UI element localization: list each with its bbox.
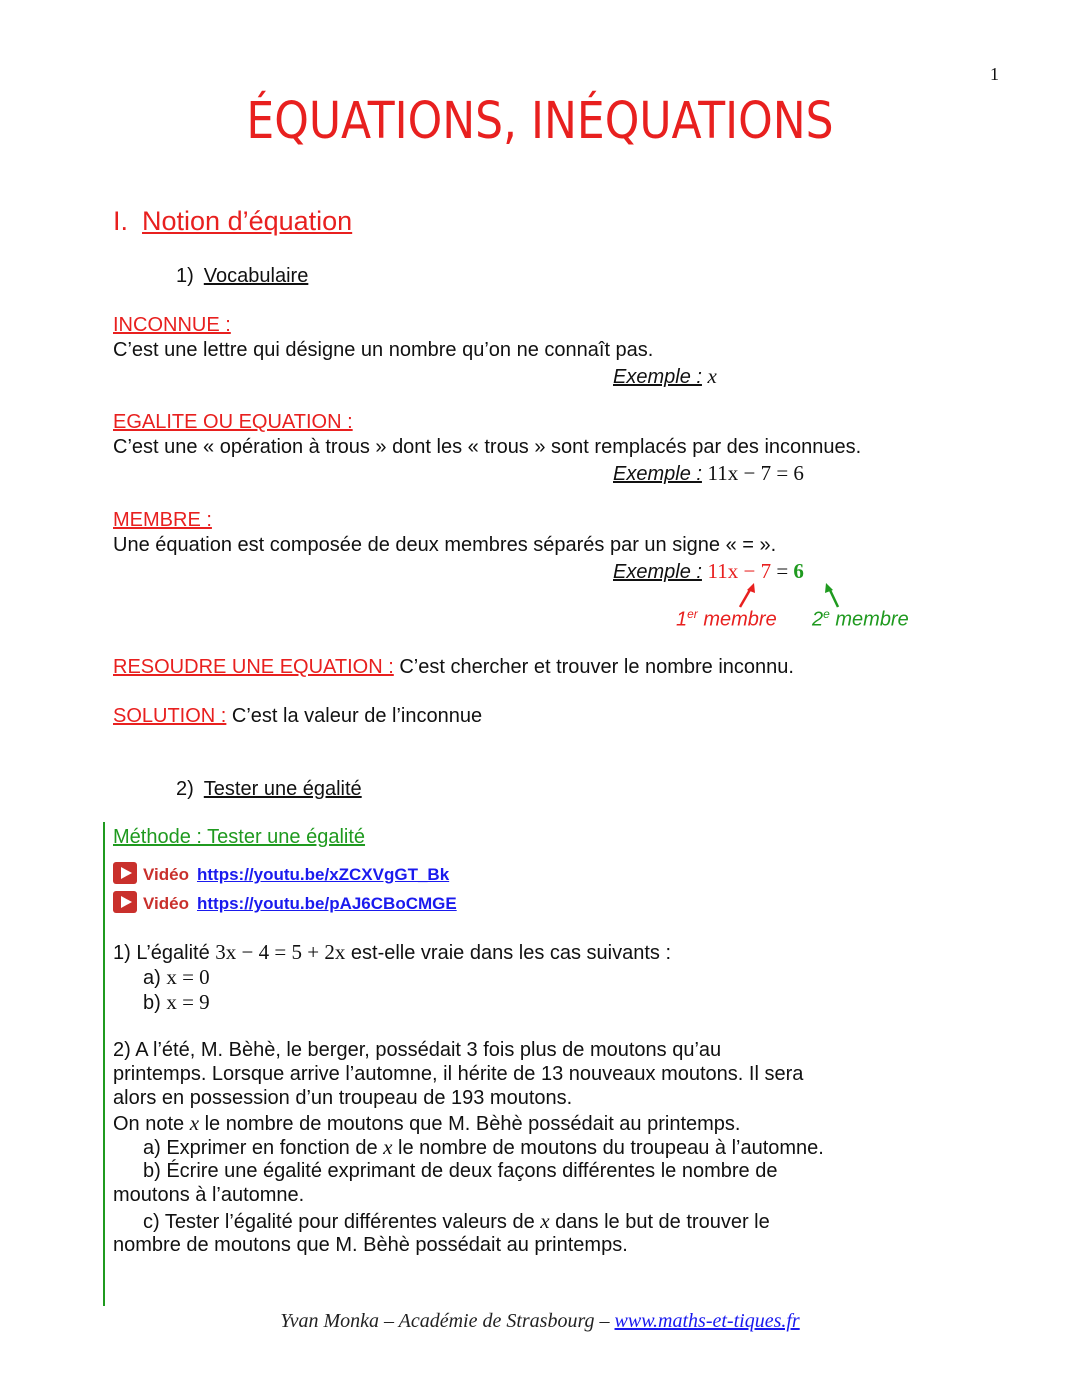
video-link-row: Vidéo https://youtu.be/xZCXVgGT_Bk xyxy=(113,862,449,885)
question-2b: b) Écrire une égalité exprimant de deux façons différentes le nombre de xyxy=(143,1160,778,1182)
subsection-title: Tester une égalité xyxy=(203,778,362,800)
subsection-heading-vocabulaire xyxy=(176,265,308,288)
page-title: ÉQUATIONS, INÉQUATIONS xyxy=(246,92,834,151)
play-icon[interactable] xyxy=(113,862,137,884)
definition-egalite: C’est une « opération à trous » dont les « trous » sont remplacés par des inconnues. xyxy=(113,436,862,458)
term-resoudre: RESOUDRE UNE EQUATION : xyxy=(113,656,394,678)
definition-resoudre: RESOUDRE UNE EQUATION : C’est chercher et trouver le nombre inconnu. xyxy=(113,656,794,678)
question-2-line: On note x le nombre de moutons que M. Bèhè possédait au printemps. xyxy=(113,1111,741,1135)
example-label: Exemple : xyxy=(613,366,702,388)
play-icon[interactable] xyxy=(113,891,137,913)
first-member-label: 1er membre xyxy=(676,607,777,631)
definition-solution: SOLUTION : C’est la valeur de l’inconnue xyxy=(113,705,483,727)
definition-membre: Une équation est composée de deux membres séparés par un signe « = ». xyxy=(113,534,777,556)
example-second-member: 6 xyxy=(793,559,804,583)
member-arrows xyxy=(720,580,850,610)
example-egalite xyxy=(613,461,804,486)
video-link[interactable]: https://youtu.be/pAJ6CBoCMGE xyxy=(196,894,457,913)
example-equals: = xyxy=(771,559,794,583)
method-sidebar-line xyxy=(103,822,105,1306)
footer-link[interactable]: www.maths-et-tiques.fr xyxy=(614,1310,800,1332)
term-inconnue: INCONNUE : xyxy=(113,314,231,336)
footer-text: Yvan Monka – Académie de Strasbourg – xyxy=(280,1310,615,1332)
term-solution: SOLUTION : xyxy=(113,705,227,727)
example-math: 11x − 7 = 6 xyxy=(707,461,804,485)
question-2-line: 2) A l’été, M. Bèhè, le berger, possédait 3 fois plus de moutons qu’au xyxy=(113,1039,722,1061)
question-2-line: alors en possession d’un troupeau de 193 moutons. xyxy=(113,1087,573,1109)
question-1b: b) x = 9 xyxy=(143,990,210,1014)
subsection-title: Vocabulaire xyxy=(203,265,309,287)
subsection-heading-tester xyxy=(176,778,362,801)
term-membre: MEMBRE : xyxy=(113,509,212,531)
question-1a: a) x = 0 xyxy=(143,965,210,989)
example-first-member: 11x − 7 xyxy=(707,559,772,583)
example-math: x xyxy=(707,364,717,388)
page-number: 1 xyxy=(990,64,999,84)
second-member-label: 2e membre xyxy=(812,607,909,631)
video-link-row: Vidéo https://youtu.be/pAJ6CBoCMGE xyxy=(113,891,457,914)
definition-inconnue: C’est une lettre qui désigne un nombre qu’on ne connaît pas. xyxy=(113,339,654,361)
section-heading xyxy=(113,206,352,237)
video-link[interactable]: https://youtu.be/xZCXVgGT_Bk xyxy=(196,865,450,884)
section-number: I. xyxy=(113,206,129,236)
question-2-line: printemps. Lorsque arrive l’automne, il hérite de 13 nouveaux moutons. Il sera xyxy=(113,1063,804,1085)
method-title: Méthode : Tester une égalité xyxy=(113,826,366,848)
example-label: Exemple : xyxy=(613,463,702,485)
question-1: 1) L’égalité 3x − 4 = 5 + 2x est-elle vraie dans les cas suivants : xyxy=(113,940,672,964)
section-title: Notion d’équation xyxy=(142,206,353,236)
question-2c: c) Tester l’égalité pour différentes valeurs de x dans le but de trouver le xyxy=(143,1209,770,1233)
question-2b-cont: moutons à l’automne. xyxy=(113,1184,305,1206)
question-2c-cont: nombre de moutons que M. Bèhè possédait au printemps. xyxy=(113,1234,628,1256)
question-2a: a) Exprimer en fonction de x le nombre de moutons du troupeau à l’automne. xyxy=(143,1135,824,1159)
example-inconnue xyxy=(613,364,717,389)
subsection-number: 1) xyxy=(176,265,194,287)
term-egalite: EGALITE OU EQUATION : xyxy=(113,411,353,433)
subsection-number: 2) xyxy=(176,778,194,800)
equation-math: 3x − 4 = 5 + 2x xyxy=(215,940,346,964)
footer xyxy=(0,1310,1080,1333)
example-label: Exemple : xyxy=(613,561,702,583)
